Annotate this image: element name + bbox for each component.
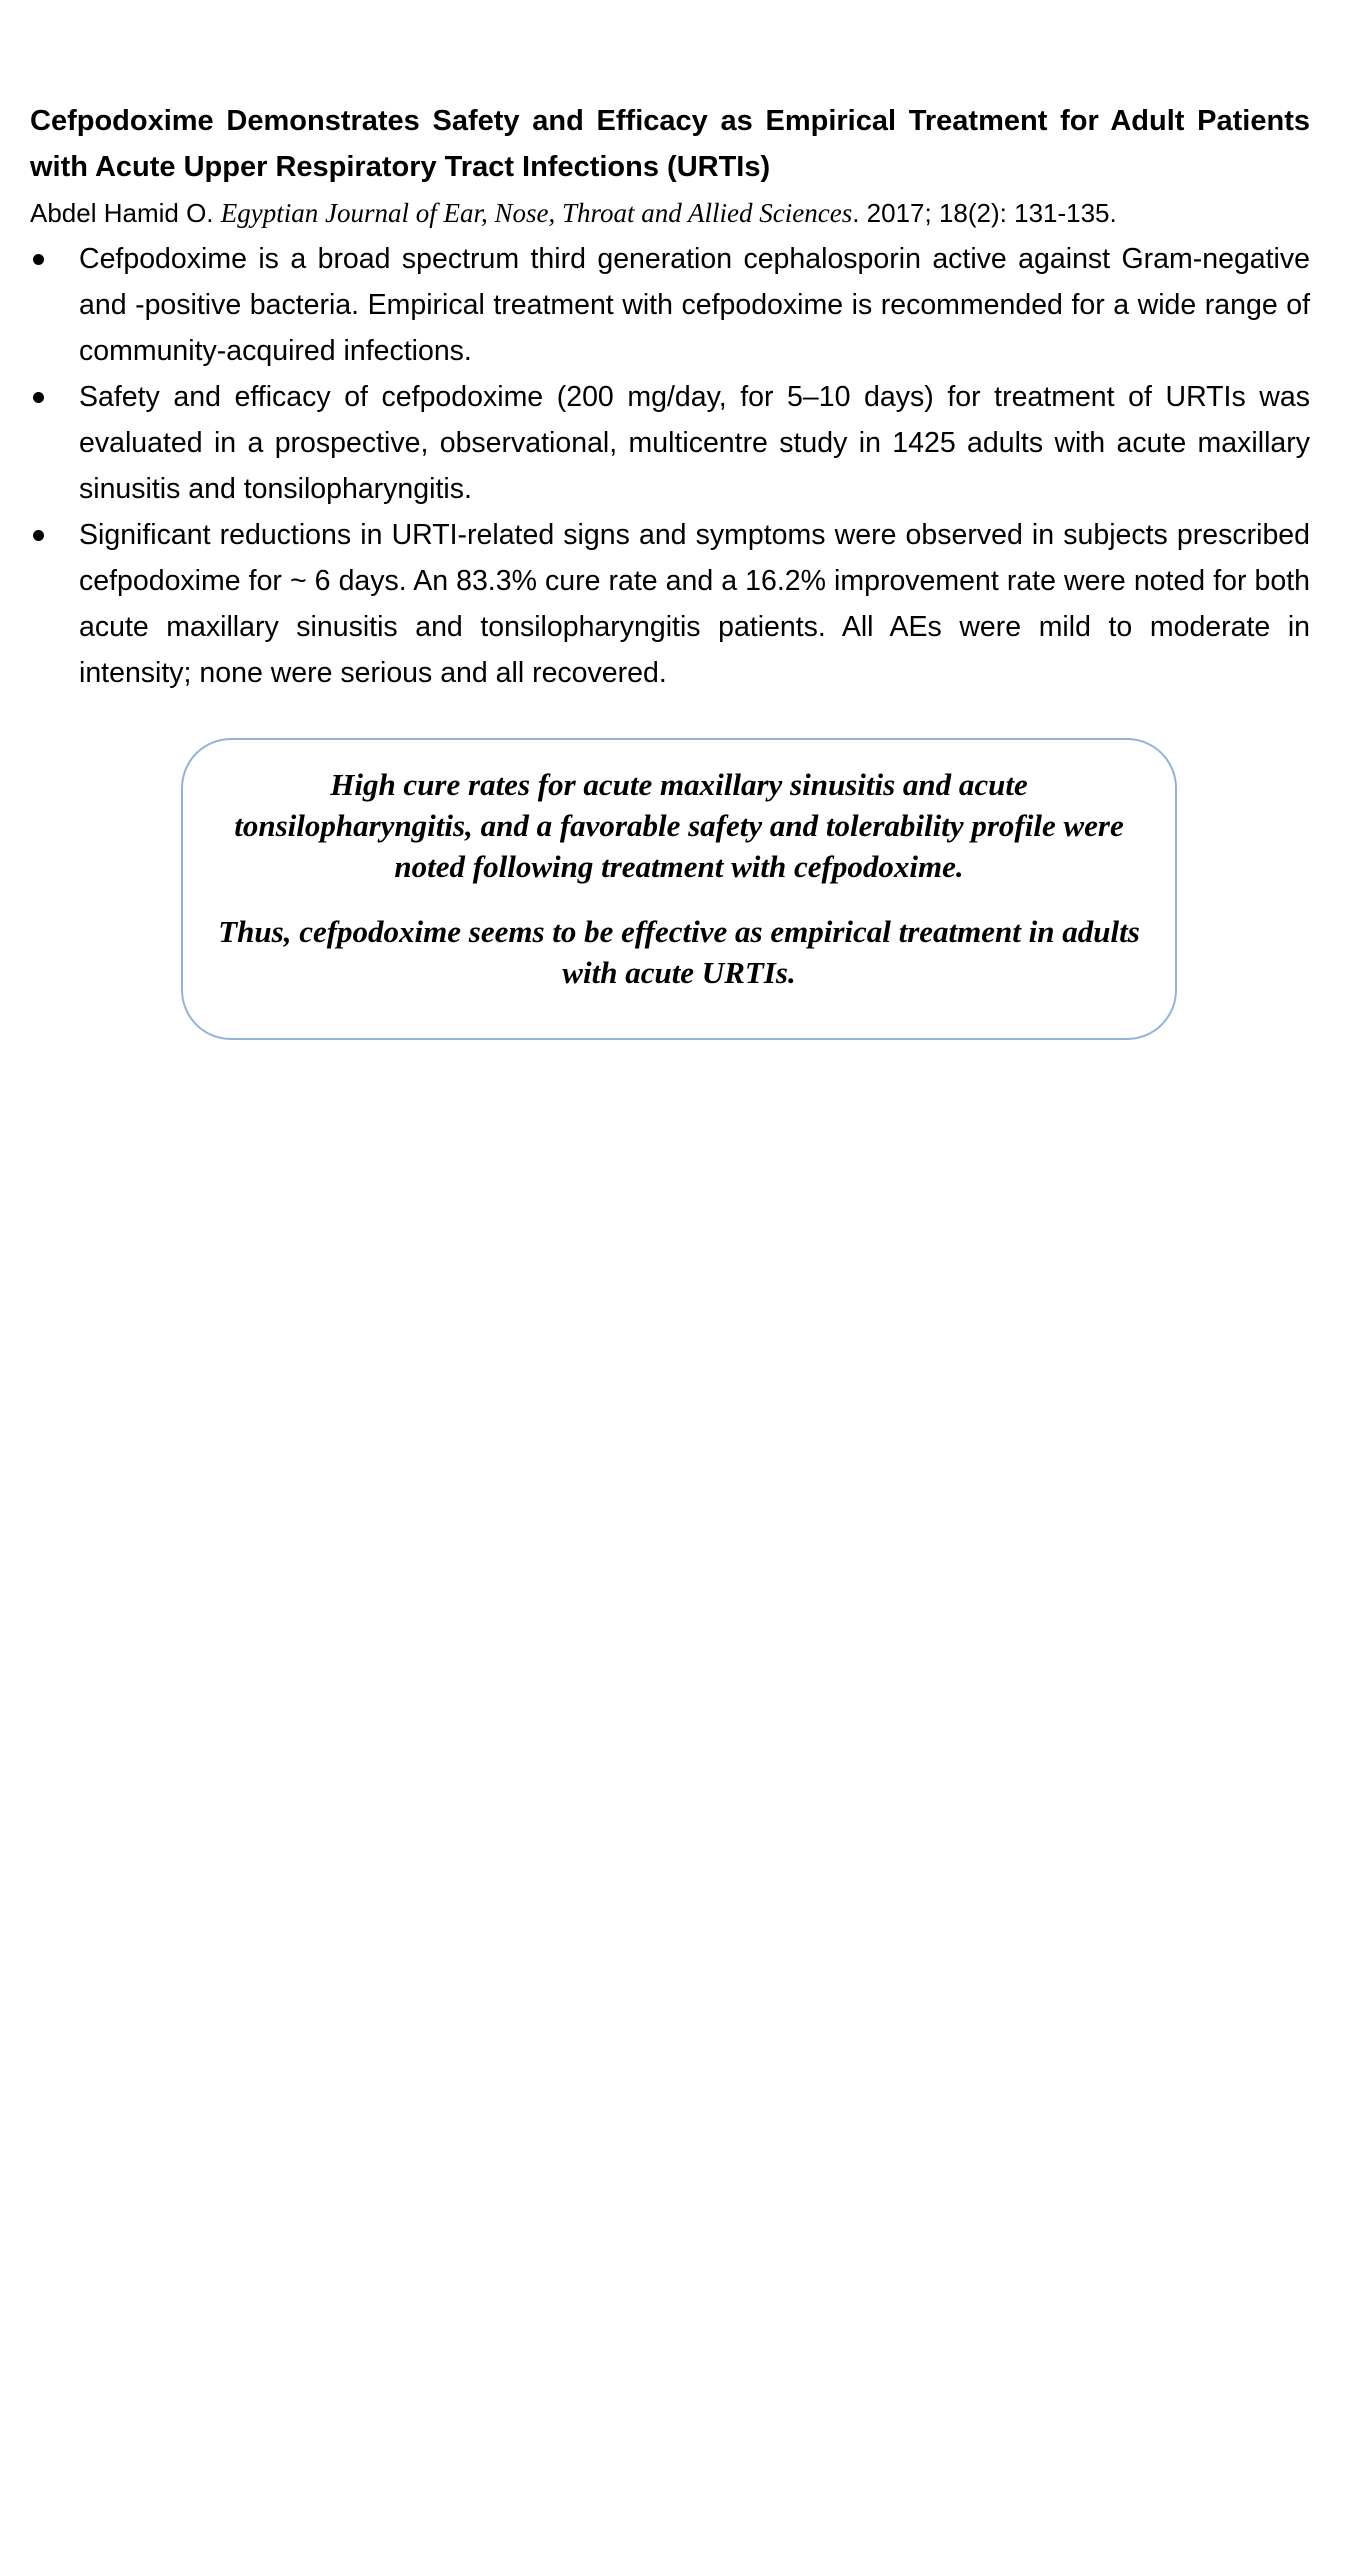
bullet-icon — [33, 530, 44, 541]
key-point-1 — [30, 236, 1310, 374]
citation-journal: Egyptian Journal of Ear, Nose, Throat and Allied Sciences — [220, 198, 853, 228]
summary-paragraph-1: High cure rates for acute maxillary sinusitis and acute tonsilopharyngitis, and a favorable safety and tolerability profile were noted following treatment with cefpodoxime. — [234, 767, 1124, 884]
key-point-3 — [30, 512, 1310, 696]
citation-details: 2017; 18(2): 131-135. — [866, 198, 1117, 228]
article-title: Cefpodoxime Demonstrates Safety and Efficacy as Empirical Treatment for Adult Patients with Acute Upper Respiratory Tract Infections (URTIs) — [30, 105, 1310, 183]
key-point-text: Safety and efficacy of cefpodoxime (200 mg/day, for 5–10 days) for treatment of URTIs was evaluated in a prospective, observational, multicentre study in 1425 adults with acute maxillary sinusitis and tonsilopharyngitis. — [79, 381, 1310, 505]
key-point-text: Cefpodoxime is a broad spectrum third generation cephalosporin active against Gram-negative and -positive bacteria. Empirical treatment with cefpodoxime is recommended for a wide range of community-acquired infections. — [79, 243, 1310, 367]
bullet-icon — [33, 392, 44, 403]
article — [30, 98, 1310, 696]
key-point-2 — [30, 374, 1310, 512]
article-citation: Abdel Hamid O. Egyptian Journal of Ear, Nose, Throat and Allied Sciences. 2017; 18(2): 131-135. — [30, 198, 1117, 228]
key-point-text: Significant reductions in URTI-related signs and symptoms were observed in subjects prescribed cefpodoxime for ~ 6 days. An 83.3% cure rate and a 16.2% improvement rate were noted for both acute maxillary sinusitis and tonsilopharyngitis patients. All AEs were mild to moderate in intensity; none were serious and all recovered. — [79, 519, 1310, 689]
citation-author: Abdel Hamid O. — [30, 198, 214, 228]
bullet-icon — [33, 254, 44, 265]
summary-paragraph-2: Thus, cefpodoxime seems to be effective as empirical treatment in adults with acute URTIs. — [218, 914, 1140, 990]
key-points-list — [30, 236, 1310, 696]
summary-box — [181, 738, 1177, 1040]
